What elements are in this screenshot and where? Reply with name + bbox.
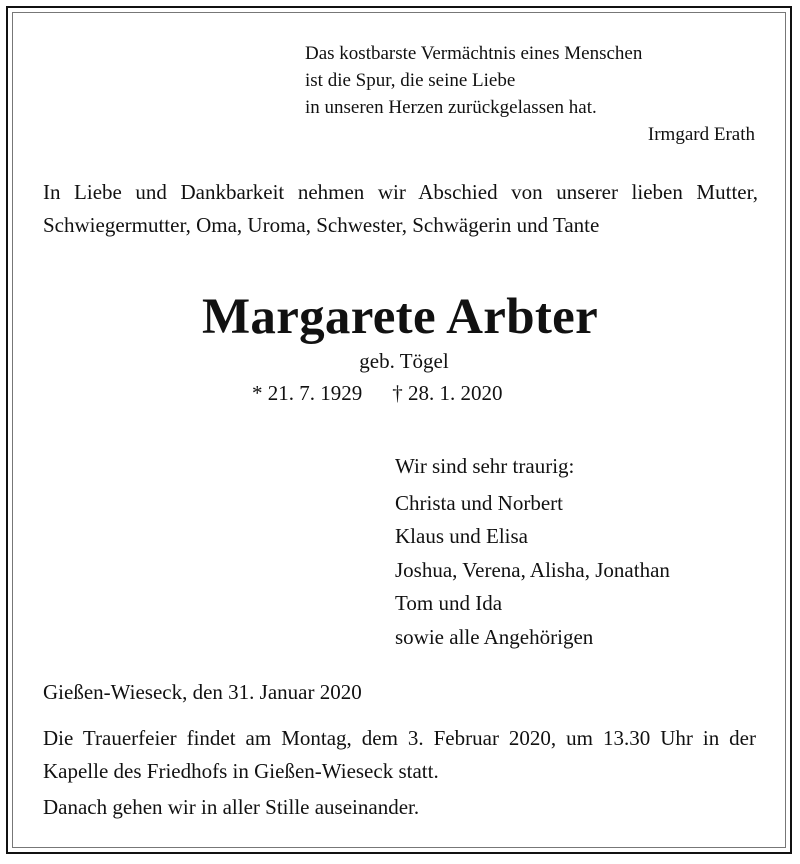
mourners-list [395,450,670,654]
mourner-entry: Klaus und Elisa [395,524,528,548]
quote-line-3: in unseren Herzen zurückgelassen hat. [305,97,597,118]
closing-line: Danach gehen wir in aller Stille auseinander. [43,795,420,819]
mourners-heading: Wir sind sehr traurig: [395,454,575,478]
quote-line-2: ist die Spur, die seine Liebe [305,70,516,91]
quote-line-1: Das kostbarste Vermächtnis eines Menschen [305,43,643,64]
death-date: † 28. 1. 2020 [392,381,503,405]
mourner-entry: sowie alle Angehörigen [395,624,594,649]
mourner-entry: Joshua, Verena, Alisha, Jonathan [395,557,670,582]
mourner-entry: Christa und Norbert [395,490,563,515]
intro-text: In Liebe und Dankbarkeit nehmen wir Abschied von unserer lieben Mutter, Schwiegermutter, Oma, Uroma, Schwester, Schwägerin und Tante [43,180,758,237]
maiden-name: geb. Tögel [359,349,449,373]
funeral-notice: Die Trauerfeier findet am Montag, dem 3. Februar 2020, um 13.30 Uhr in der Kapelle des Friedhofs in Gießen-Wieseck statt. [43,726,756,783]
birth-date: * 21. 7. 1929 [252,381,363,405]
deceased-name: Margarete Arbter [201,289,599,345]
quote-author: Irmgard Erath [647,124,755,145]
place-and-date: Gießen-Wieseck, den 31. Januar 2020 [43,680,362,704]
memorial-quote [305,40,755,148]
mourner-entry: Tom und Ida [395,591,503,615]
life-dates [252,381,503,406]
